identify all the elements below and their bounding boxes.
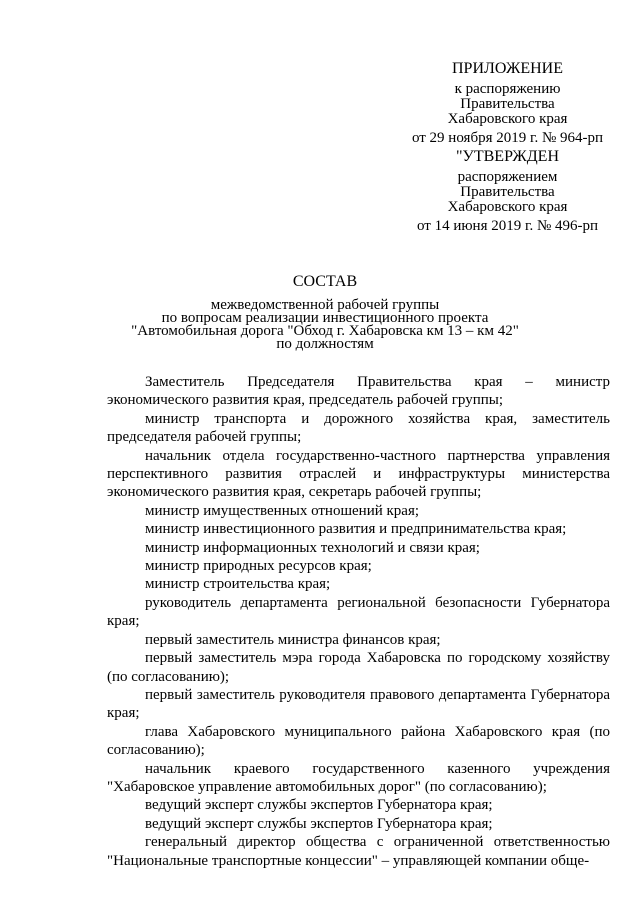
member-item: начальник отдела государственно-частного партнерства управления перспективного развития отраслей и инфраструктуры министерства экономического развития края, секретарь рабочей группы; — [107, 447, 610, 501]
member-item: министр инвестиционного развития и предпринимательства края; — [145, 521, 567, 538]
member-item: генеральный директор общества с ограниченной ответственностью "Национальные транспортные концессии" – управляющей компании обще- — [107, 834, 610, 869]
members-list — [107, 373, 610, 870]
approved-line: Хабаровского края — [447, 199, 568, 215]
member-item: руководитель департамента региональной безопасности Губернатора края; — [107, 594, 610, 630]
appendix-title: ПРИЛОЖЕНИЕ — [451, 60, 563, 77]
document-title — [110, 273, 540, 351]
title-line: "Автомобильная дорога "Обход г. Хабаровска км 13 – км 42" — [131, 323, 519, 339]
member-item: министр имущественных отношений края; — [145, 502, 420, 519]
member-item: первый заместитель мэра города Хабаровска по городскому хозяйству (по согласованию); — [107, 650, 610, 685]
member-item: первый заместитель министра финансов края; — [145, 631, 441, 648]
approved-line: распоряжением — [457, 169, 558, 185]
member-item: министр транспорта и дорожного хозяйства края, заместитель председателя рабочей группы; — [107, 410, 610, 446]
approved-title: "УТВЕРЖДЕН — [456, 148, 559, 165]
appendix-block — [395, 60, 620, 146]
approved-date-line: от 14 июня 2019 г. № 496-рп — [416, 218, 599, 234]
member-item: министр природных ресурсов края; — [145, 558, 372, 575]
member-item: глава Хабаровского муниципального района Хабаровского края (по согласованию); — [107, 723, 610, 759]
appendix-date-line: от 29 ноября 2019 г. № 964-рп — [411, 130, 604, 146]
appendix-line: к распоряжению — [454, 81, 561, 97]
appendix-line: Хабаровского края — [447, 111, 568, 127]
member-item: ведущий эксперт службы экспертов Губернатора края; — [145, 815, 493, 832]
approved-line: Правительства — [460, 184, 555, 200]
appendix-line: Правительства — [460, 96, 555, 112]
approved-block — [395, 148, 620, 234]
title-line: по вопросам реализации инвестиционного проекта — [161, 310, 489, 326]
title-line: межведомственной рабочей группы — [210, 297, 440, 313]
title-main: СОСТАВ — [292, 273, 358, 290]
member-item: Заместитель Председателя Правительства края – министр экономического развития края, председатель рабочей группы; — [107, 374, 610, 409]
member-item: министр информационных технологий и связи края; — [145, 539, 480, 556]
title-line: по должностям — [276, 336, 374, 352]
member-item: ведущий эксперт службы экспертов Губернатора края; — [145, 797, 493, 814]
member-item: министр строительства края; — [145, 576, 331, 593]
member-item: первый заместитель руководителя правового департамента Губернатора края; — [107, 686, 610, 722]
member-item: начальник краевого государственного казенного учреждения "Хабаровское управление автомобильных дорог" (по согласованию); — [107, 760, 610, 795]
